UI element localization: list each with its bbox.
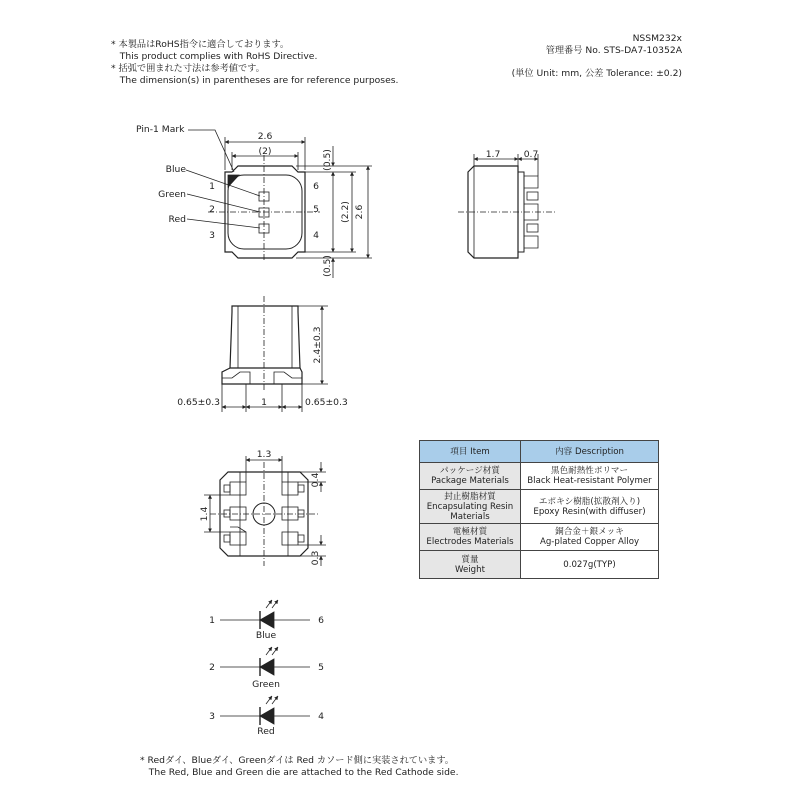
circuit-label-green: Green: [252, 679, 280, 690]
table-row: [420, 524, 659, 551]
die-label-green: Green: [158, 189, 186, 200]
table-row: [420, 551, 659, 579]
die-label-red: Red: [168, 214, 186, 225]
dim-front-center: 1: [261, 397, 267, 408]
circuit-blue: [220, 600, 310, 629]
cell-text: 封止樹脂材質: [444, 491, 496, 502]
cell-text: Black Heat-resistant Polymer: [527, 476, 652, 486]
units-tolerance: (単位 Unit: mm, 公差 Tolerance: ±0.2): [511, 68, 682, 79]
dim-top-height: 2.6: [354, 204, 365, 220]
dim-front-left: 0.65±0.3: [177, 397, 220, 408]
dim-front-right: 0.65±0.3: [305, 397, 348, 408]
dim-bottom-top: 0.4: [310, 472, 321, 488]
table-row: [420, 463, 659, 490]
circuit-anode-1: 1: [209, 615, 215, 626]
cell-text: 黒色耐熱性ポリマー: [550, 466, 629, 476]
circuit-anode-2: 2: [209, 662, 215, 673]
circuit-cathode-6: 6: [318, 615, 324, 626]
circuit-green: [220, 647, 310, 676]
dim-front-height: 2.4±0.3: [312, 326, 323, 364]
dim-side-right: 0.7: [523, 149, 539, 160]
cell-text: パッケージ材質: [440, 466, 500, 476]
spec-table: [419, 440, 659, 579]
circuit-label-red: Red: [257, 726, 275, 737]
table-row: [420, 490, 659, 524]
dim-top-margin-bottom: (0.5): [322, 255, 333, 277]
table-header-item: 項目 Item: [420, 441, 521, 463]
pin-label-6: 6: [313, 181, 319, 192]
note-die-ja: * Redダイ、Blueダイ、Greenダイは Red カソード側に実装されています。: [140, 755, 454, 766]
pin-label-3: 3: [209, 230, 215, 241]
dim-bottom-height: 1.4: [199, 506, 210, 522]
pin-label-2: 2: [209, 204, 215, 215]
circuit-cathode-4: 4: [318, 711, 324, 722]
dim-side-left: 1.7: [485, 149, 501, 160]
note-parentheses-ja: * 括弧で囲まれた寸法は参考値です。: [111, 63, 265, 74]
circuit-cathode-5: 5: [318, 662, 324, 673]
note-parentheses-en: The dimension(s) in parentheses are for reference purposes.: [111, 75, 399, 86]
circuit-red: [220, 696, 310, 725]
cell-text: 銅合金＋銀メッキ: [555, 527, 624, 537]
pin-label-5: 5: [313, 204, 319, 215]
cell-text: 0.027g(TYP): [563, 559, 616, 570]
circuit-label-blue: Blue: [255, 630, 277, 641]
cell-text: Encapsulating Resin: [426, 501, 514, 512]
cell-text: Epoxy Resin(with diffuser): [533, 506, 646, 517]
part-number: NSSM232x: [632, 33, 682, 44]
pin1-mark-label: Pin-1 Mark: [136, 124, 185, 135]
dim-bottom-bottom: 0.3: [310, 550, 321, 566]
pin-label-1: 1: [209, 181, 215, 192]
circuit-anode-3: 3: [209, 711, 215, 722]
cell-text: Ag-plated Copper Alloy: [539, 537, 640, 547]
cell-text: 質量: [461, 554, 479, 565]
note-die-en: The Red, Blue and Green die are attached to the Red Cathode side.: [140, 767, 459, 778]
bottom-view: [204, 456, 326, 566]
dim-top-inner: (2.2): [340, 201, 351, 223]
dim-bottom-width: 1.3: [256, 449, 272, 460]
management-number: 管理番号 No. STS-DA7-10352A: [545, 45, 682, 56]
table-header-description: 内容 Description: [521, 441, 659, 463]
note-rohs-en: This product complies with RoHS Directive.: [111, 51, 318, 62]
die-label-blue: Blue: [165, 164, 186, 175]
cell-text: Electrodes Materials: [426, 537, 514, 547]
cell-text: Materials: [450, 511, 490, 522]
dim-top-width-ref: (2): [258, 146, 272, 157]
side-view: [458, 154, 556, 258]
dim-top-margin-top: (0.5): [322, 149, 333, 171]
cell-text: エポキシ樹脂(拡散剤入り): [538, 496, 641, 507]
cell-text: Weight: [455, 564, 485, 575]
pin-label-4: 4: [313, 230, 319, 241]
cell-text: Package Materials: [431, 476, 509, 486]
dim-top-width: 2.6: [257, 131, 273, 142]
note-rohs-ja: * 本製品はRoHS指令に適合しております。: [111, 39, 290, 50]
cell-text: 電極材質: [452, 527, 488, 537]
